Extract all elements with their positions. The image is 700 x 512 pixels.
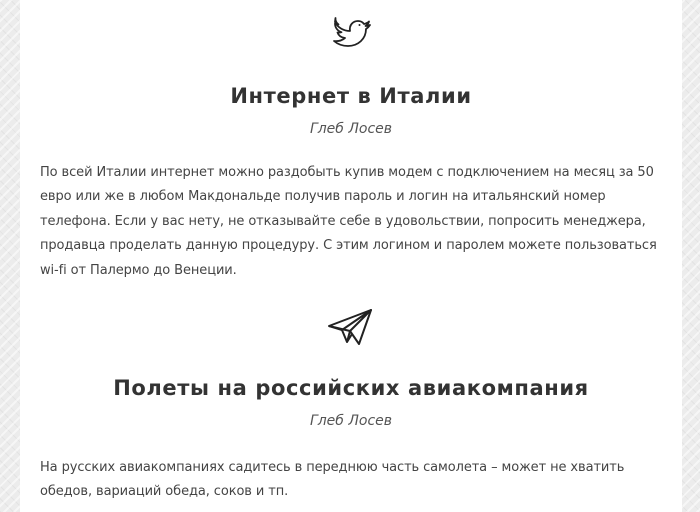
section-title: Интернет в Италии (230, 84, 472, 108)
section-title: Полеты на российских авиакомпания (113, 376, 589, 400)
section-author: Глеб Лосев (309, 121, 393, 137)
section-body: По всей Италии интернет можно раздобыть купив модем с подключением на месяц за 50 евро или же в любом Макдональде получив пароль и логин на итальянский номер телефона. Если у вас нету, не отказывайте себе в удовольствии, попросить менеджера, продавца проделать данную процедуру. С этим логином и паролем можете пользоваться wi-fi от Палермо до Венеции. (40, 165, 657, 278)
article-card (20, 0, 682, 512)
section-body: На русских авиакомпаниях садитесь в переднюю часть самолета – может не хватить обедов, вариаций обеда, соков и тп. (40, 460, 625, 500)
section-author: Глеб Лосев (309, 413, 393, 429)
twitter-bird-icon (20, 12, 682, 52)
paper-plane-icon (20, 304, 682, 348)
